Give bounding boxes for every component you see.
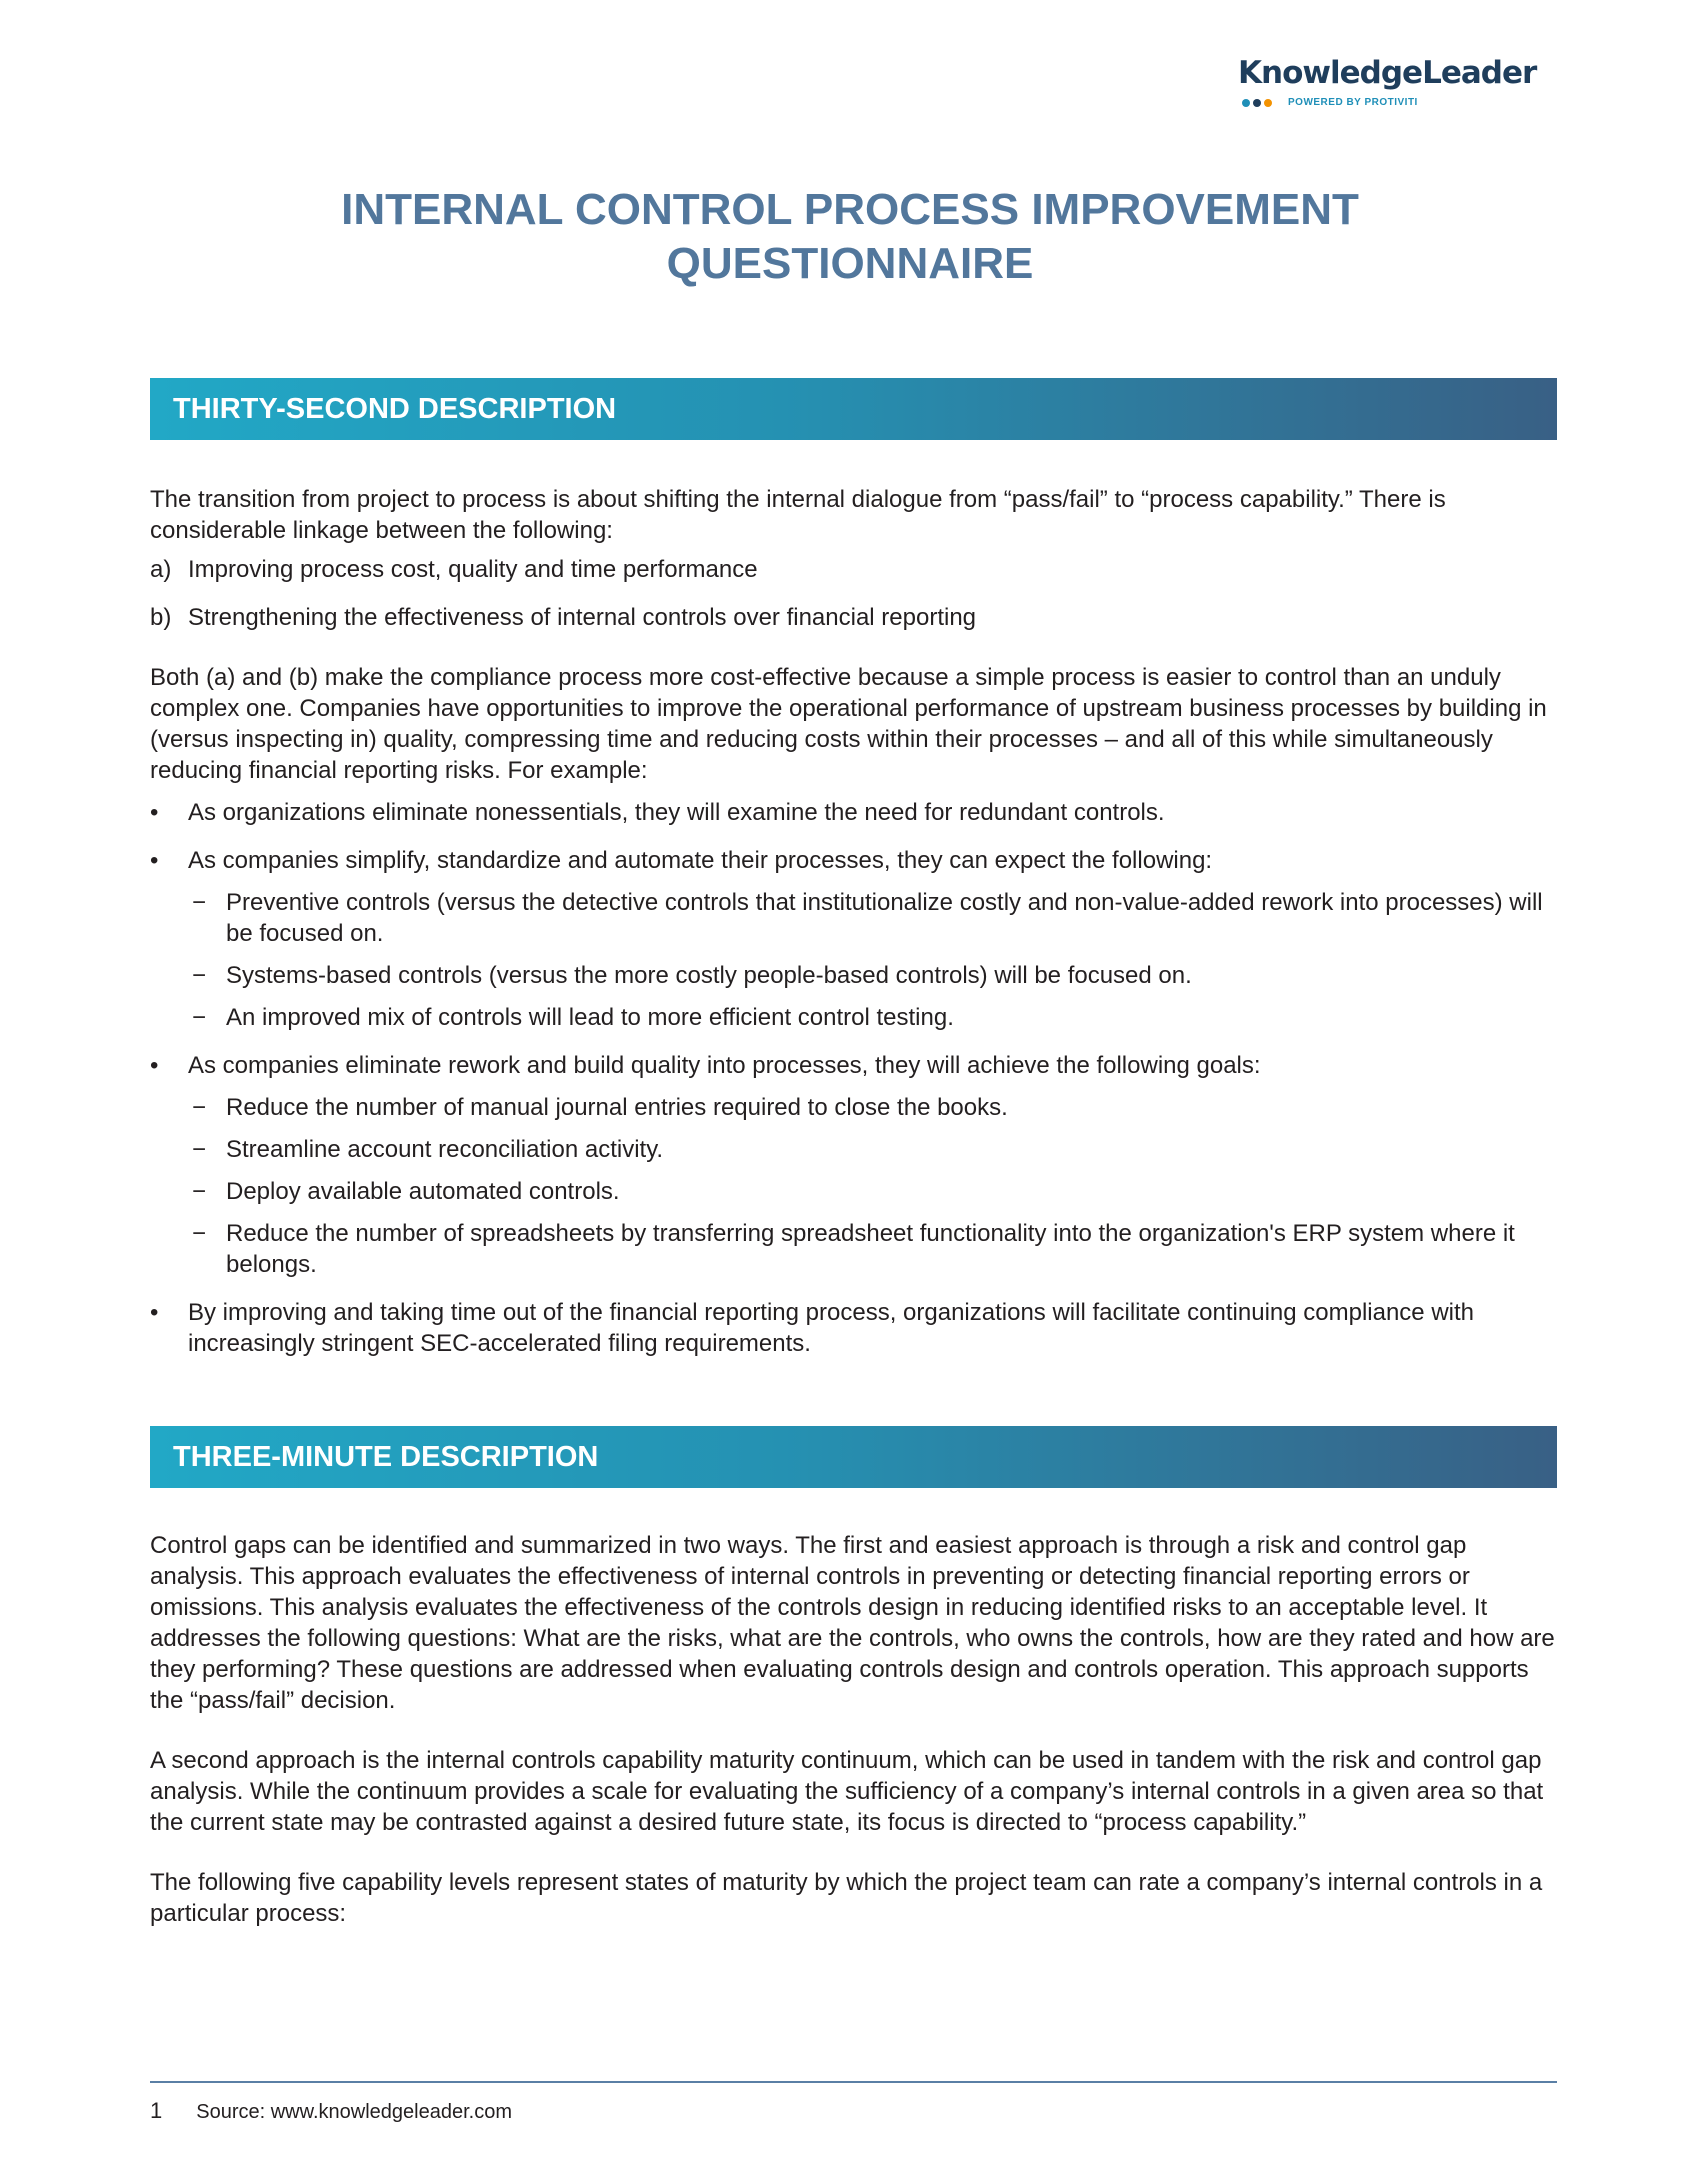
list-marker: a) [150,556,172,583]
paragraph: A second approach is the internal controls capability maturity continuum, which can be used in tandem with the risk and control gap analysis. While the continuum provides a scale for evaluating the sufficiency of a company’s internal controls in a given area so that the current state may be contrasted against a desired future state, its focus is directed to “process capability.” [150,1747,1544,1836]
sub-bullet-item [150,1002,1560,1033]
bullet-item [150,1297,1560,1359]
sub-bullet-text: Reduce the number of manual journal entries required to close the books. [226,1094,1008,1121]
sub-bullet-text: Reduce the number of spreadsheets by transferring spreadsheet functionality into the organization's ERP system where it belongs. [226,1220,1515,1278]
logo-dot [1253,99,1261,107]
sub-bullet-item [150,1134,1560,1165]
sub-bullet-item [150,1092,1560,1123]
sub-bullet-item [150,960,1560,991]
page-footer [150,2098,512,2124]
title-line-2: QUESTIONNAIRE [666,239,1034,288]
dash-marker: − [192,1136,207,1163]
logo-wordmark: KnowledgeLeader [1238,55,1537,91]
bullet-list [150,797,1560,1359]
section-2-body [150,1530,1560,1929]
bullet-marker: • [150,1052,159,1079]
page-number: 1 [150,2098,163,2123]
lettered-item-text: Strengthening the effectiveness of internal controls over financial reporting [188,604,977,631]
bullet-marker: • [150,799,159,826]
sub-bullet-item [150,887,1560,949]
lettered-item-b [150,602,1560,633]
document-title [150,183,1550,291]
dash-marker: − [192,1004,207,1031]
bullet-item [150,1050,1560,1081]
section-1-body [150,484,1560,1359]
paragraph: Control gaps can be identified and summarized in two ways. The first and easiest approach is through a risk and control gap analysis. This approach evaluates the effectiveness of internal controls in preventing or detecting financial reporting errors or omissions. This analysis evaluates the effectiveness of the controls design in reducing identified risks to an acceptable level. It addresses the following questions: What are the risks, what are the controls, who owns the controls, how are they rated and how are they performing? These questions are addressed when evaluating controls design and controls operation. This approach supports the “pass/fail” decision. [150,1532,1555,1714]
bullet-marker: • [150,1299,159,1326]
section-heading-three-minute: THREE-MINUTE DESCRIPTION [150,1426,1557,1488]
logo-dot [1242,99,1250,107]
lettered-item-text: Improving process cost, quality and time performance [188,556,758,583]
sub-bullet-text: Deploy available automated controls. [226,1178,620,1205]
bullet-marker: • [150,847,159,874]
dash-marker: − [192,889,207,916]
logo-tagline-row [1238,97,1560,108]
dash-marker: − [192,962,207,989]
section-heading-thirty-second: THIRTY-SECOND DESCRIPTION [150,378,1557,440]
dash-marker: − [192,1178,207,1205]
bullet-item [150,797,1560,828]
logo-dots-icon [1242,99,1272,107]
bullet-text: As organizations eliminate nonessentials, they will examine the need for redundant controls. [188,799,1165,826]
bullet-text: As companies simplify, standardize and automate their processes, they can expect the following: [188,847,1213,874]
title-line-1: INTERNAL CONTROL PROCESS IMPROVEMENT [341,185,1359,234]
sub-bullet-item [150,1218,1560,1280]
paragraph: The following five capability levels represent states of maturity by which the project team can rate a company’s internal controls in a particular process: [150,1869,1543,1927]
logo-tagline: POWERED BY PROTIVITI [1288,97,1418,108]
bullet-text: By improving and taking time out of the financial reporting process, organizations will facilitate continuing compliance with increasingly stringent SEC-accelerated filing requirements. [188,1299,1475,1357]
sub-bullet-text: Streamline account reconciliation activity. [226,1136,664,1163]
knowledgeleader-logo [1238,55,1560,108]
sub-bullet-item [150,1176,1560,1207]
footer-divider [150,2081,1557,2083]
paragraph-2: Both (a) and (b) make the compliance process more cost-effective because a simple process is easier to control than an unduly complex one. Companies have opportunities to improve the operational performance of upstream business processes by building in (versus inspecting in) quality, compressing time and reducing costs within their processes – and all of this while simultaneously reducing financial reporting risks. For example: [150,664,1547,784]
dash-marker: − [192,1220,207,1247]
sub-bullet-text: An improved mix of controls will lead to more efficient control testing. [226,1004,954,1031]
bullet-item [150,845,1560,876]
sub-bullet-text: Preventive controls (versus the detective controls that institutionalize costly and non-value-added rework into processes) will be focused on. [226,889,1543,947]
intro-paragraph: The transition from project to process is about shifting the internal dialogue from “pass/fail” to “process capability.” There is considerable linkage between the following: [150,486,1446,544]
list-marker: b) [150,604,172,631]
footer-source: Source: www.knowledgeleader.com [196,2101,512,2123]
bullet-text: As companies eliminate rework and build quality into processes, they will achieve the following goals: [188,1052,1261,1079]
lettered-item-a [150,554,1560,585]
sub-bullet-text: Systems-based controls (versus the more costly people-based controls) will be focused on. [226,962,1192,989]
logo-dot [1264,99,1272,107]
dash-marker: − [192,1094,207,1121]
